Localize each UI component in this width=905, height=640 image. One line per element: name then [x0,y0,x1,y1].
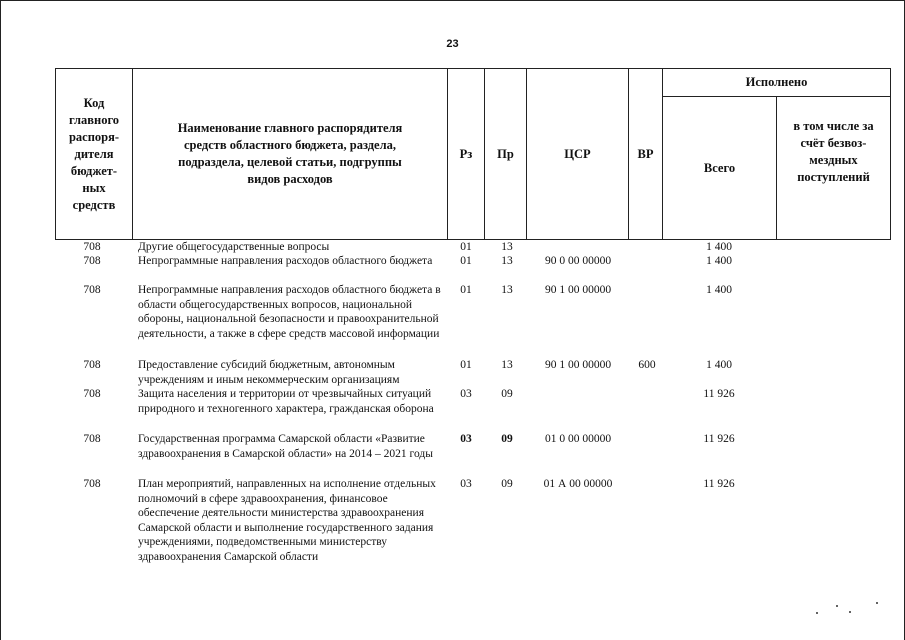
cell-pr: 13 [501,359,513,371]
cell-code: 708 [83,433,101,445]
header-code: Код главного распоря- дителя бюджет- ных средств [68,95,120,212]
cell-total: 11 926 [703,388,735,400]
cell-rz: 01 [460,359,472,371]
cell-total: 1 400 [706,255,732,267]
cell-name: Защита населения и территории от чрезвычайных ситуаций природного и техногенного характера, гражданская оборона [138,388,434,415]
cell-csr: 90 1 00 00000 [544,359,612,371]
header-csr: ЦСР [564,146,591,161]
cell-name: Государственная программа Самарской области «Развитие здравоохранения в Самарской области» на 2014 – 2021 годы [138,433,433,460]
cell-rz: 01 [460,241,472,253]
scan-speck [876,602,878,604]
scan-speck [849,611,851,613]
cell-pr: 09 [501,478,513,490]
page-frame-left [0,0,1,640]
cell-vr: 600 [638,359,656,371]
cell-code: 708 [83,478,101,490]
cell-code: 708 [83,284,101,296]
cell-pr: 13 [501,241,513,253]
cell-rz: 01 [460,255,472,267]
cell-pr: 09 [501,388,513,400]
cell-name: Непрограммные направления расходов областного бюджета [138,255,433,267]
cell-total: 1 400 [706,359,732,371]
cell-pr: 13 [501,255,513,267]
cell-total: 1 400 [706,284,732,296]
header-vr: ВР [637,146,654,161]
scan-speck [816,612,818,614]
table-header [55,68,891,240]
cell-csr: 90 0 00 00000 [544,255,612,267]
cell-csr: 01 А 00 00000 [543,478,613,490]
cell-name: Другие общегосударственные вопросы [138,241,330,253]
header-including-gratuitous: в том числе за счёт безвоз- мездных поступлений [793,119,874,184]
cell-rz: 03 [460,433,472,445]
cell-total: 1 400 [706,241,732,253]
cell-total: 11 926 [703,478,735,490]
cell-code: 708 [83,359,101,371]
cell-name: Непрограммные направления расходов областного бюджета в области общегосударственных вопросов, национальной обороны, национальной безопасности и правоохранительной деятельности, а также в сфере средств массовой информации [138,284,441,340]
cell-rz: 01 [460,284,472,296]
page-number: 23 [446,38,459,50]
header-pr: Пр [497,146,514,161]
cell-csr: 90 1 00 00000 [544,284,612,296]
cell-name: Предоставление субсидий бюджетным, автономным учреждениям и иным некоммерческим организациям [138,359,400,386]
cell-rz: 03 [460,388,472,400]
cell-csr: 01 0 00 00000 [544,433,612,445]
header-name: Наименование главного распорядителя средств областного бюджета, раздела, подраздела, целевой статьи, подгруппы видов расходов [177,121,403,186]
header-executed: Исполнено [745,75,808,89]
cell-pr: 13 [501,284,513,296]
cell-code: 708 [83,388,101,400]
cell-code: 708 [83,241,101,253]
cell-pr: 09 [501,433,513,445]
cell-total: 11 926 [703,433,735,445]
header-rz: Рз [459,146,473,161]
cell-rz: 03 [460,478,472,490]
cell-name: План мероприятий, направленных на исполнение отдельных полномочий в сфере здравоохранения, финансовое обеспечение деятельности министерства здравоохранения Самарской области и выполнение государственного задания учреждениями, подведомственными министерству здравоохранения Самарской области [138,478,436,563]
cell-code: 708 [83,255,101,267]
scan-speck [836,605,838,607]
header-total: Всего [703,160,736,175]
page-frame-top [0,0,905,1]
